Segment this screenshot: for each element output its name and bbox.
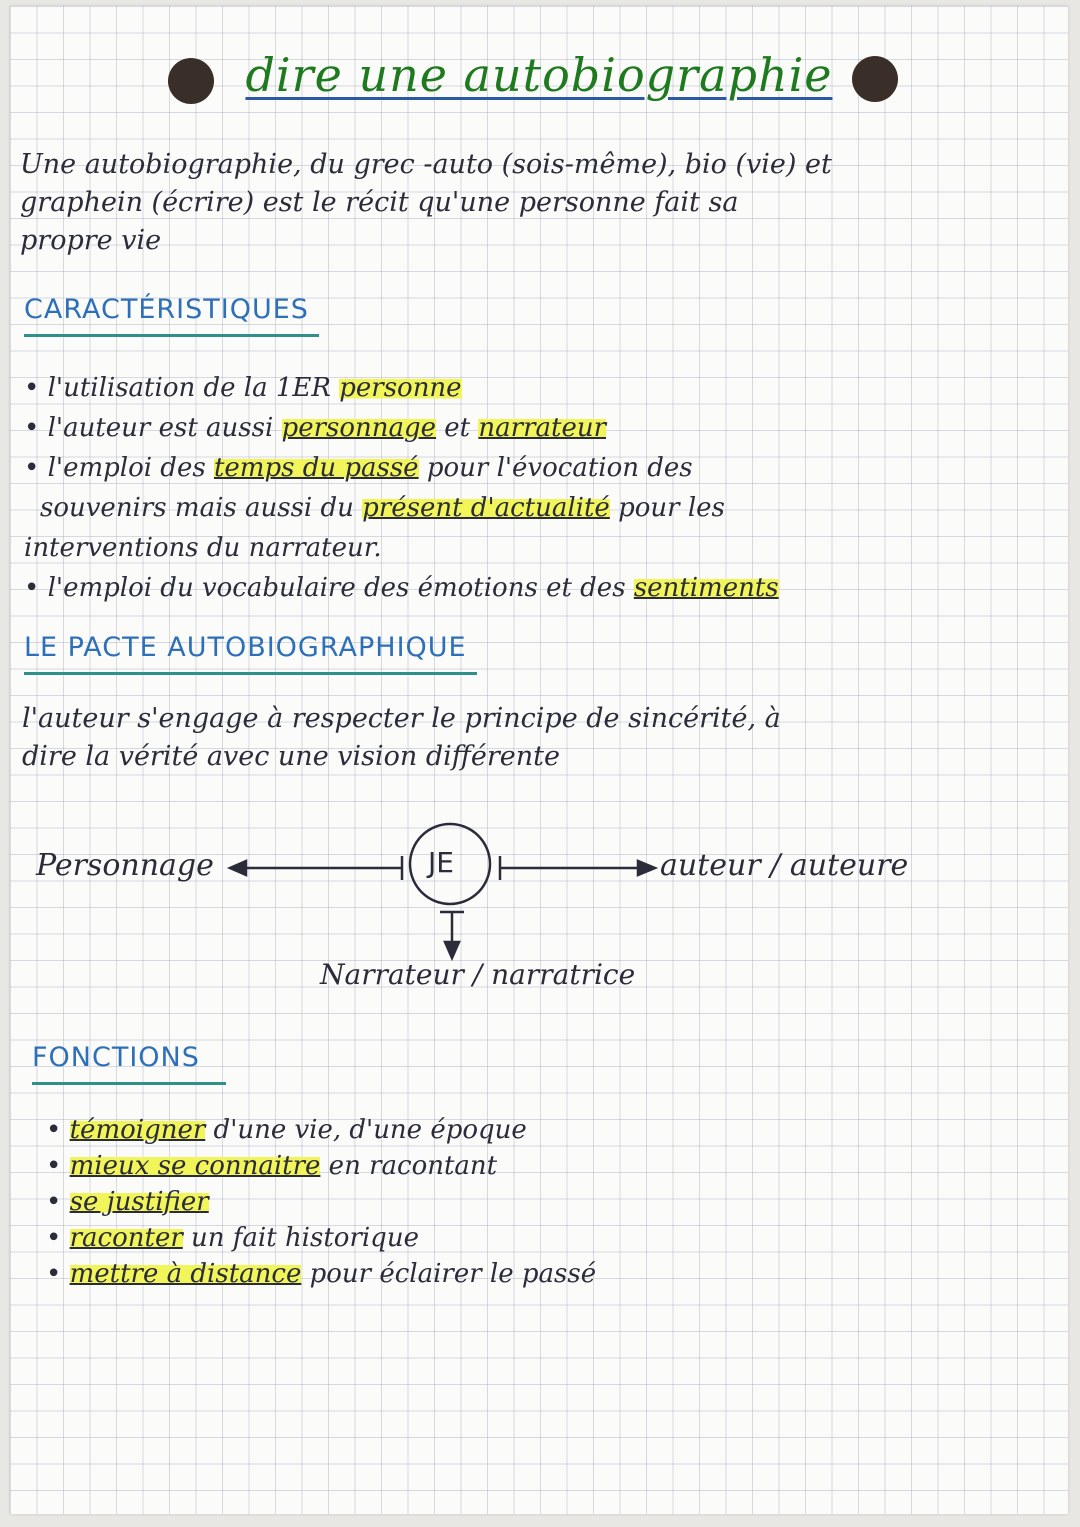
intro-line: graphein (écrire) est le récit qu'une personne fait sa [20, 187, 739, 218]
caracteristiques-list [24, 368, 779, 608]
arrow-right-head [638, 861, 655, 875]
list-item: • se justifier [46, 1184, 596, 1220]
diagram-center-label: JE [428, 846, 454, 879]
diagram-right-label: auteur / auteure [660, 848, 909, 883]
page-title: dire une autobiographie [245, 48, 833, 102]
arrow-left-head [230, 861, 246, 875]
pacte-line: l'auteur s'engage à respecter le principe de sincérité, à [22, 703, 781, 734]
intro-line: propre vie [20, 225, 162, 256]
list-item: • l'emploi des temps du passé pour l'évocation des [24, 448, 779, 488]
list-item: • mettre à distance pour éclairer le passé [46, 1256, 596, 1292]
diagram-left-label: Personnage [36, 848, 214, 883]
arrow-down-head [445, 942, 459, 958]
intro-paragraph [20, 146, 832, 260]
diagram-bottom-label: Narrateur / narratrice [320, 958, 636, 991]
intro-line: Une autobiographie, du grec -auto (sois-même), bio (vie) et [20, 149, 832, 180]
pacte-line: dire la vérité avec une vision différente [22, 741, 560, 772]
list-item: • mieux se connaitre en racontant [46, 1148, 596, 1184]
fonctions-list [46, 1112, 596, 1292]
pacte-heading: LE PACTE AUTOBIOGRAPHIQUE [24, 632, 467, 663]
list-item: • l'utilisation de la 1ER personne [24, 368, 779, 408]
caracteristiques-heading: CARACTÉRISTIQUES [24, 294, 309, 325]
list-item: • témoigner d'une vie, d'une époque [46, 1112, 596, 1148]
pacte-paragraph [22, 700, 781, 776]
list-item-continuation: souvenirs mais aussi du présent d'actualité pour les [40, 493, 725, 523]
list-item-continuation: interventions du narrateur. [24, 533, 382, 563]
list-item: • l'emploi du vocabulaire des émotions et des sentiments [24, 568, 779, 608]
notebook-page [10, 6, 1068, 1514]
list-item: • raconter un fait historique [46, 1220, 596, 1256]
fonctions-heading: FONCTIONS [32, 1042, 216, 1073]
list-item: • l'auteur est aussi personnage et narrateur [24, 408, 779, 448]
